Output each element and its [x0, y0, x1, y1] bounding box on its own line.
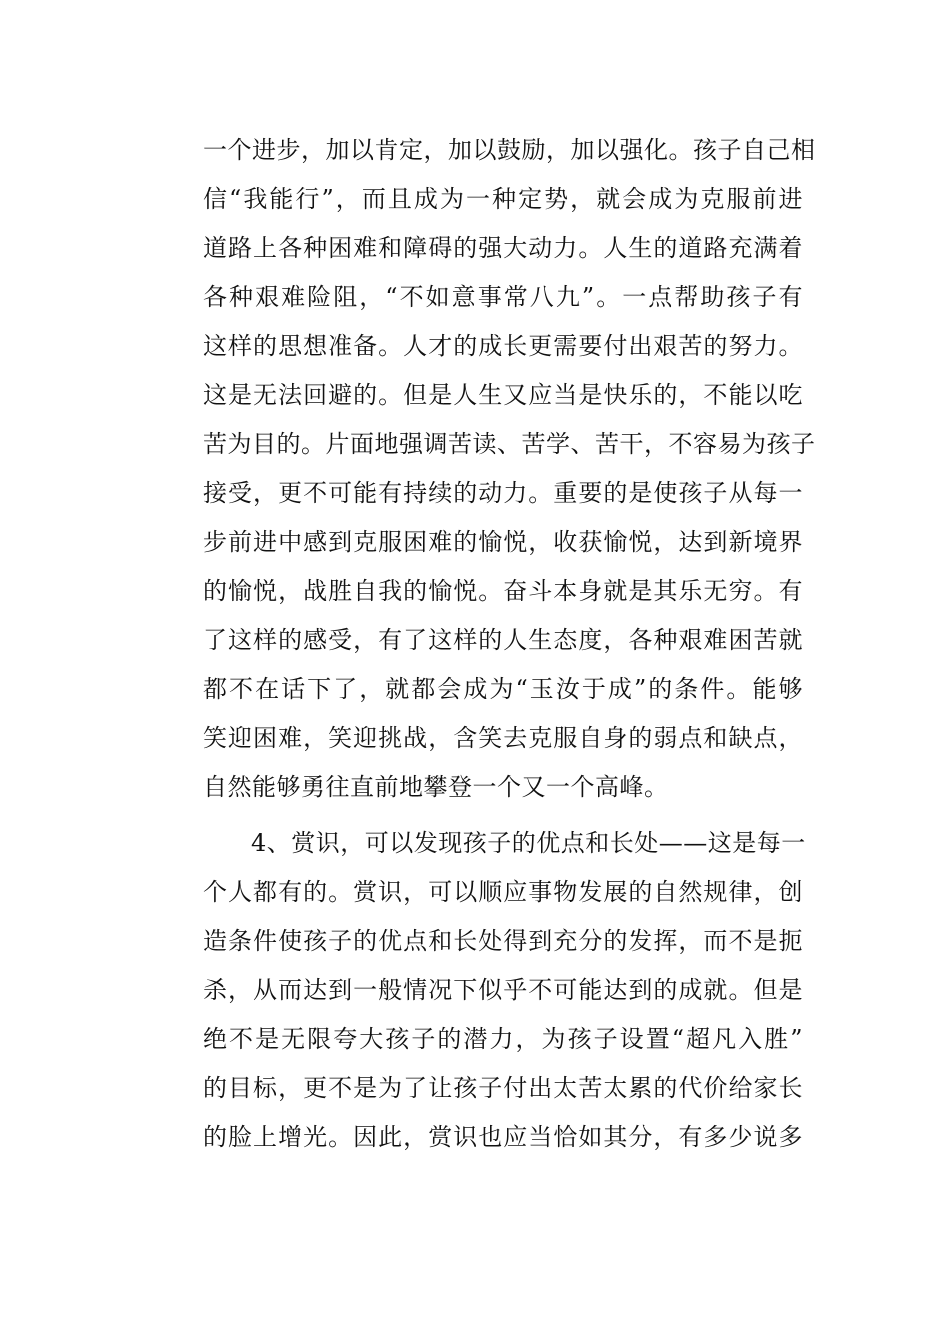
paragraph-1-line-4: 各种艰难险阻，“不如意事常八九”。一点帮助孩子有: [203, 283, 803, 311]
paragraph-2-line-4: 杀，从而达到一般情况下似乎不可能达到的成就。但是: [203, 976, 803, 1004]
paragraph-1-line-10: 的愉悦，战胜自我的愉悦。奋斗本身就是其乐无穷。有: [203, 577, 803, 605]
paragraph-1-line-6: 这是无法回避的。但是人生又应当是快乐的，不能以吃: [203, 381, 803, 409]
paragraph-2-line-6: 的目标，更不是为了让孩子付出太苦太累的代价给家长: [203, 1074, 803, 1102]
paragraph-1-line-11: 了这样的感受，有了这样的人生态度，各种艰难困苦就: [203, 626, 803, 654]
paragraph-2-line-3: 造条件使孩子的优点和长处得到充分的发挥，而不是扼: [203, 927, 803, 955]
paragraph-1-line-3: 道路上各种困难和障碍的强大动力。人生的道路充满着: [203, 234, 803, 262]
paragraph-1-line-9: 步前进中感到克服困难的愉悦，收获愉悦，达到新境界: [203, 528, 803, 556]
paragraph-2-line-5: 绝不是无限夸大孩子的潜力，为孩子设置“超凡入胜”: [203, 1025, 803, 1053]
paragraph-2-line-1: 4、赏识，可以发现孩子的优点和长处——这是每一: [251, 829, 806, 857]
paragraph-1-line-5: 这样的思想准备。人才的成长更需要付出艰苦的努力。: [203, 332, 803, 360]
paragraph-2-line-7: 的脸上增光。因此，赏识也应当恰如其分，有多少说多: [203, 1123, 803, 1151]
paragraph-1-line-12: 都不在话下了，就都会成为“玉汝于成”的条件。能够: [203, 675, 803, 703]
paragraph-1-line-13: 笑迎困难，笑迎挑战，含笑去克服自身的弱点和缺点，: [203, 724, 803, 752]
paragraph-1-line-1: 一个进步，加以肯定，加以鼓励，加以强化。孩子自己相: [203, 136, 816, 164]
paragraph-2-line-2: 个人都有的。赏识，可以顺应事物发展的自然规律，创: [203, 878, 803, 906]
paragraph-1-line-2: 信“我能行”，而且成为一种定势，就会成为克服前进: [203, 185, 803, 213]
paragraph-1-line-7: 苦为目的。片面地强调苦读、苦学、苦干，不容易为孩子: [203, 430, 816, 458]
paragraph-1-line-14: 自然能够勇往直前地攀登一个又一个高峰。: [203, 773, 669, 801]
paragraph-1-line-8: 接受，更不可能有持续的动力。重要的是使孩子从每一: [203, 479, 803, 507]
